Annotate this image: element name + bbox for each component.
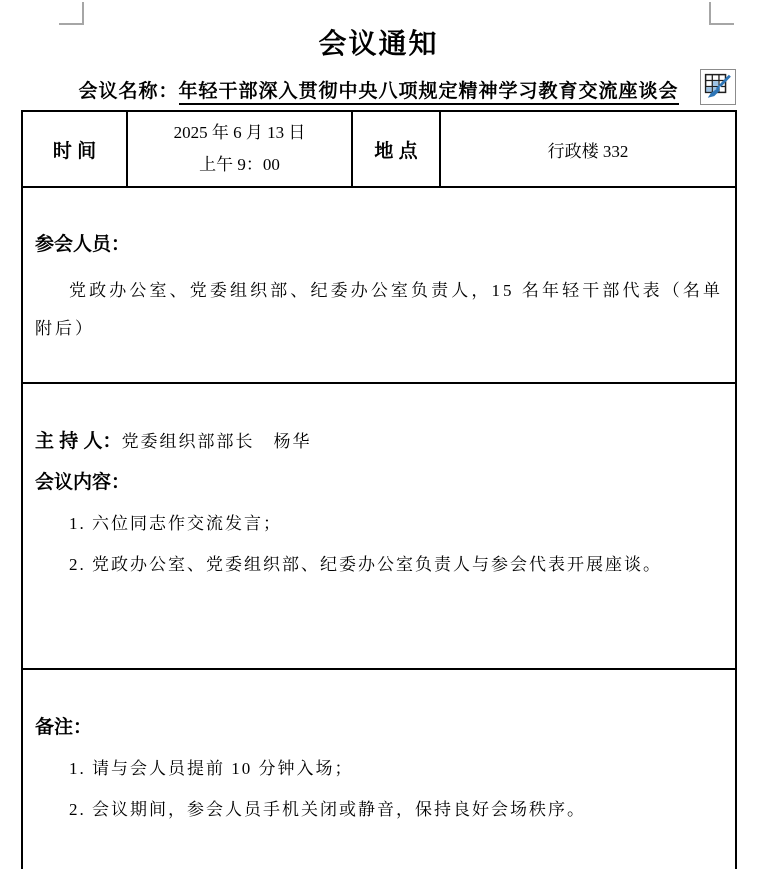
place-value: 行政楼 332 <box>547 141 629 161</box>
place-label-cell <box>353 112 441 186</box>
time-value-cell <box>128 112 353 186</box>
table-row-attendees <box>23 188 735 384</box>
meeting-name-value: 年轻干部深入贯彻中央八项规定精神学习教育交流座谈会 <box>179 81 679 105</box>
remarks-label: 备注： <box>35 717 93 738</box>
table-row-time-place <box>23 112 735 188</box>
meeting-name-label: 会议名称： <box>78 81 179 102</box>
host-line <box>35 421 723 462</box>
time-label-cell <box>23 112 128 186</box>
place-value-cell <box>441 112 735 186</box>
table-style-brush-button[interactable] <box>700 69 736 105</box>
meeting-notice-table <box>21 110 737 869</box>
table-row-host-content <box>23 384 735 670</box>
attendees-body: 党政办公室、党委组织部、纪委办公室负责人，15 名年轻干部代表（名单附后） <box>35 281 723 338</box>
content-label: 会议内容： <box>35 472 131 493</box>
content-item: 2. 党政办公室、党委组织部、纪委办公室负责人与参会代表开展座谈。 <box>69 555 662 574</box>
remark-item: 1. 请与会人员提前 10 分钟入场； <box>69 759 354 778</box>
place-label: 地 点 <box>374 140 418 162</box>
document-title: 会议通知 <box>318 28 439 59</box>
table-brush-icon <box>704 73 732 101</box>
host-label: 主 持 人： <box>35 431 122 452</box>
time-label: 时 间 <box>52 140 97 162</box>
time-value-date: 2025 年 6 月 13 日 <box>173 123 306 142</box>
content-item: 1. 六位同志作交流发言； <box>69 514 282 533</box>
host-value: 党委组织部部长 杨华 <box>121 432 312 451</box>
table-row-remarks <box>23 670 735 869</box>
time-value-hour: 上午 9：00 <box>199 155 280 174</box>
remark-item: 2. 会议期间，参会人员手机关闭或静音，保持良好会场秩序。 <box>69 800 586 819</box>
meeting-name-line <box>0 76 757 103</box>
attendees-label: 参会人员： <box>35 234 131 255</box>
